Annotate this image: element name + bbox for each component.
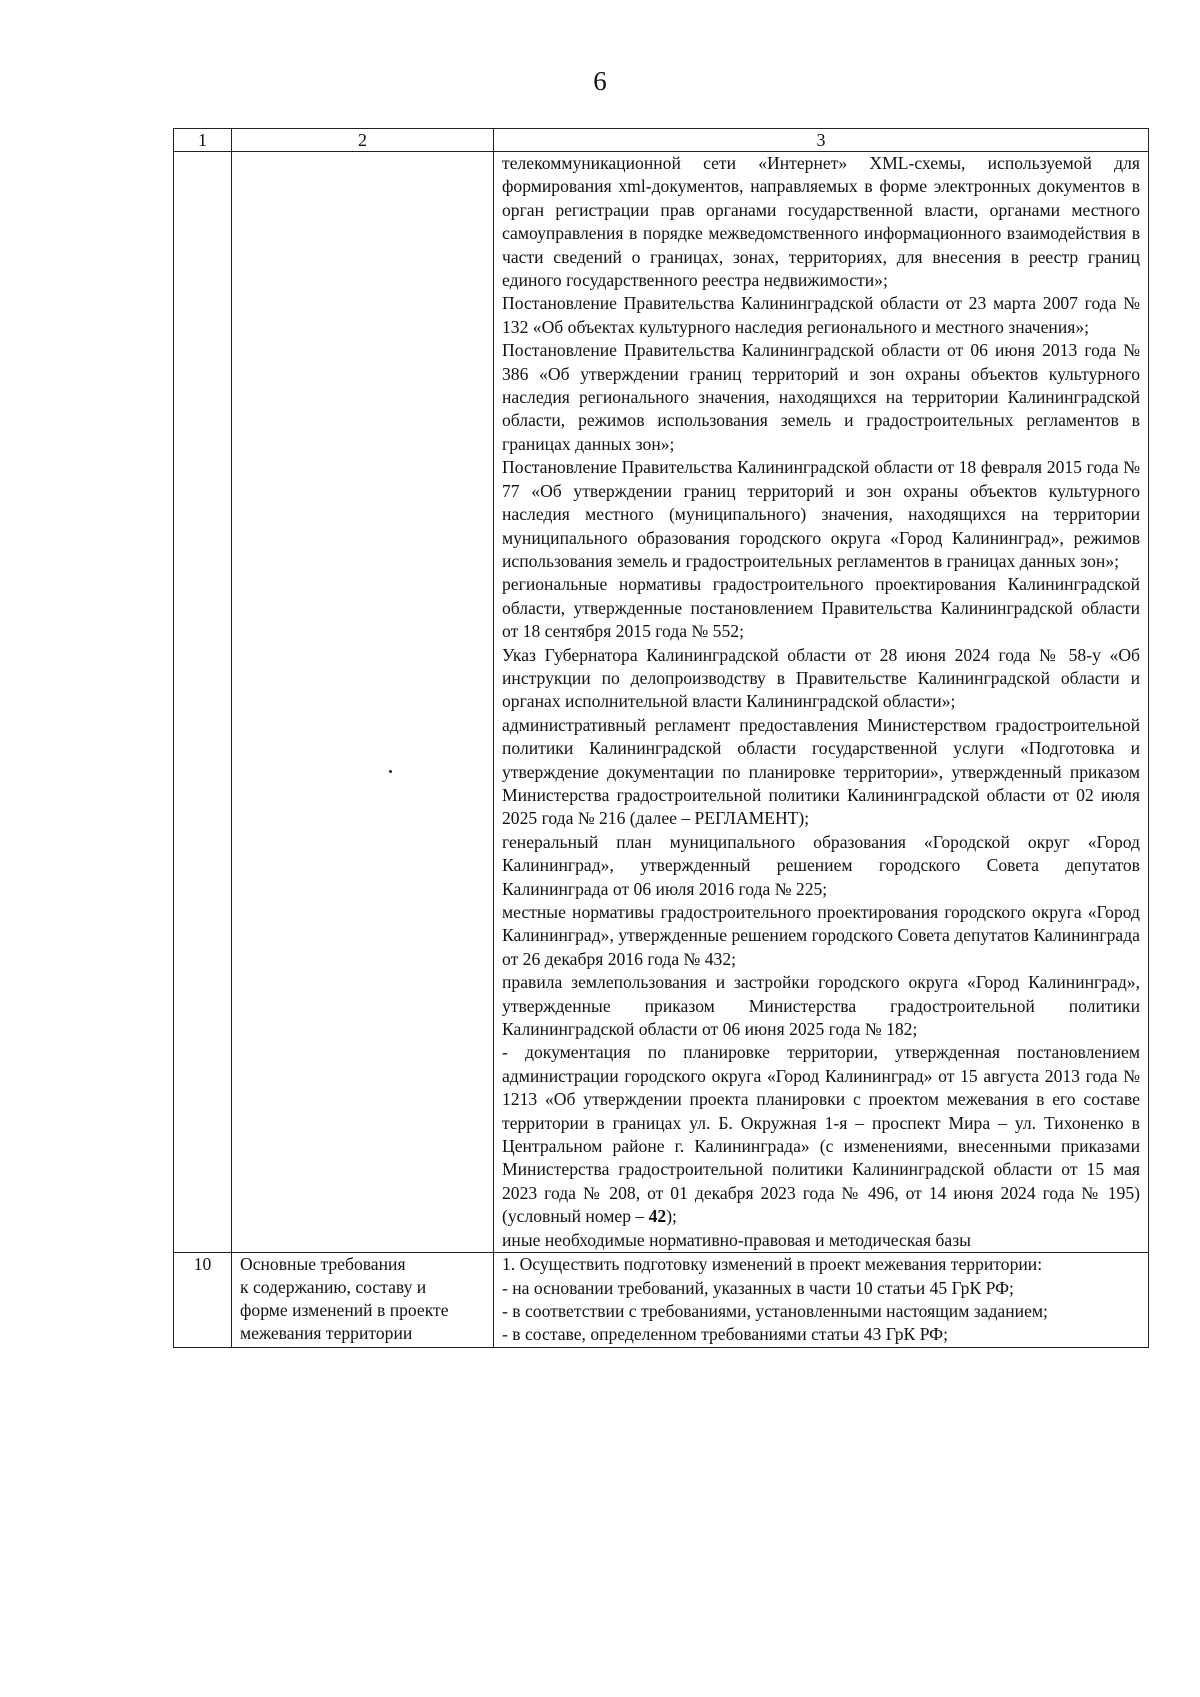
row-title bbox=[232, 1253, 494, 1348]
paragraph-other-base: иные необходимые нормативно-правовая и методическая базы bbox=[502, 1229, 971, 1250]
row-requirements bbox=[494, 1253, 1149, 1348]
row-title-line: межевания территории bbox=[240, 1323, 413, 1344]
paragraph-general-plan: генеральный план муниципального образования «Городской округ «Город Калининград», утвержденный решением городского Совета депутатов Калининграда от 06 июля 2016 года № 225; bbox=[502, 831, 1140, 899]
requirement-line: 1. Осуществить подготовку изменений в проект межевания территории: bbox=[502, 1254, 1043, 1275]
requirement-line: - в соответствии с требованиями, установленными настоящим заданием; bbox=[502, 1300, 1048, 1321]
paragraph-admin-regulation: административный регламент предоставления Министерством градостроительной политики Калининградской области государственной услуги «Подготовка и утверждение документации по планировке территории», утвержденный приказом Министерства градостроительной политики Калининградской области от 02 июля 2025 года № 216 (далее – РЕГЛАМЕНТ); bbox=[502, 714, 1140, 829]
table-row-continued bbox=[174, 152, 1149, 1253]
page-number: 6 bbox=[593, 66, 607, 96]
row-title-line: форме изменений в проекте bbox=[240, 1300, 449, 1321]
paragraph-regional-norms: региональные нормативы градостроительного проектирования Калининградской области, утвержденные постановлением Правительства Калининградской области от 18 сентября 2015 года № 552; bbox=[502, 574, 1140, 642]
requirement-line: - на основании требований, указанных в части 10 статьи 45 ГрК РФ; bbox=[502, 1277, 1014, 1298]
paragraph-governor-order: Указ Губернатора Калининградской области от 28 июня 2024 года № 58-у «Об инструкции по делопроизводству в Правительстве Калининградской области и органах исполнительной власти Калининградской области»; bbox=[502, 644, 1140, 712]
paragraph-decree-132: Постановление Правительства Калининградской области от 23 марта 2007 года № 132 «Об объектах культурного наследия регионального и местного значения»; bbox=[502, 293, 1140, 337]
conditional-number: 42 bbox=[648, 1206, 667, 1227]
conditional-number-suffix: ); bbox=[666, 1206, 677, 1227]
cell-title-empty bbox=[232, 152, 494, 1253]
row-title-line: Основные требования bbox=[240, 1254, 406, 1275]
stray-dot-mark bbox=[389, 770, 392, 773]
paragraph-land-use-rules: правила землепользования и застройки городского округа «Город Калининград», утвержденные приказом Министерства градостроительной политики Калининградской области от 06 июня 2025 года № 182; bbox=[502, 972, 1140, 1040]
paragraph-xml-scheme: телекоммуникационной сети «Интернет» XML-схемы, используемой для формирования xml-документов, направляемых в форме электронных документов в орган регистрации прав органами государственной власти, органами местного самоуправления в порядке межведомственного информационного взаимодействия в части сведений о границах, зонах, территориях, для внесения в реестр границ единого государственного реестра недвижимости»; bbox=[502, 153, 1140, 291]
requirements-table bbox=[173, 128, 1149, 1348]
header-col-3: 3 bbox=[494, 129, 1149, 152]
table-header-row bbox=[174, 129, 1149, 152]
cell-legal-basis bbox=[494, 152, 1149, 1253]
paragraph-local-norms: местные нормативы градостроительного проектирования городского округа «Город Калининград», утвержденные решением городского Совета депутатов Калининграда от 26 декабря 2016 года № 432; bbox=[502, 902, 1140, 969]
planning-documentation-text: - документация по планировке территории, утвержденная постановлением администрации городского округа «Город Калининград» от 15 августа 2013 года № 1213 «Об утверждении проекта планировки с проектом межевания в его составе территории в границах ул. Б. Окружная 1-я – проспект Мира – ул. Тихоненко в Центральном районе г. Калининграда» (с изменениями, внесенными приказами Министерства градостроительной политики Калининградской области от 15 мая 2023 года № 208, от 01 декабря 2023 года № 496, от 14 июня 2024 года № 195) (условный номер – bbox=[502, 1042, 1140, 1227]
header-col-2: 2 bbox=[232, 129, 494, 152]
paragraph-decree-77: Постановление Правительства Калининградской области от 18 февраля 2015 года № 77 «Об утверждении границ территорий и зон охраны объектов культурного наследия местного (муниципального) значения, находящихся на территории муниципального образования городского округа «Город Калининград», режимов использования земель и градостроительных регламентов в границах данных зон»; bbox=[502, 457, 1140, 571]
header-col-1: 1 bbox=[174, 129, 232, 152]
requirement-line: - в составе, определенном требованиями статьи 43 ГрК РФ; bbox=[502, 1324, 948, 1345]
cell-number-empty bbox=[174, 152, 232, 1253]
table-row-10 bbox=[174, 1253, 1149, 1348]
paragraph-decree-386: Постановление Правительства Калининградской области от 06 июня 2013 года № 386 «Об утверждении границ территорий и зон охраны объектов культурного наследия регионального значения, находящихся на территории Калининградской области, режимов использования земель и градостроительных регламентов в границах данных зон»; bbox=[502, 340, 1140, 454]
row-number: 10 bbox=[174, 1253, 232, 1348]
paragraph-planning-documentation bbox=[502, 1041, 1140, 1228]
row-title-line: к содержанию, составу и bbox=[240, 1277, 427, 1298]
